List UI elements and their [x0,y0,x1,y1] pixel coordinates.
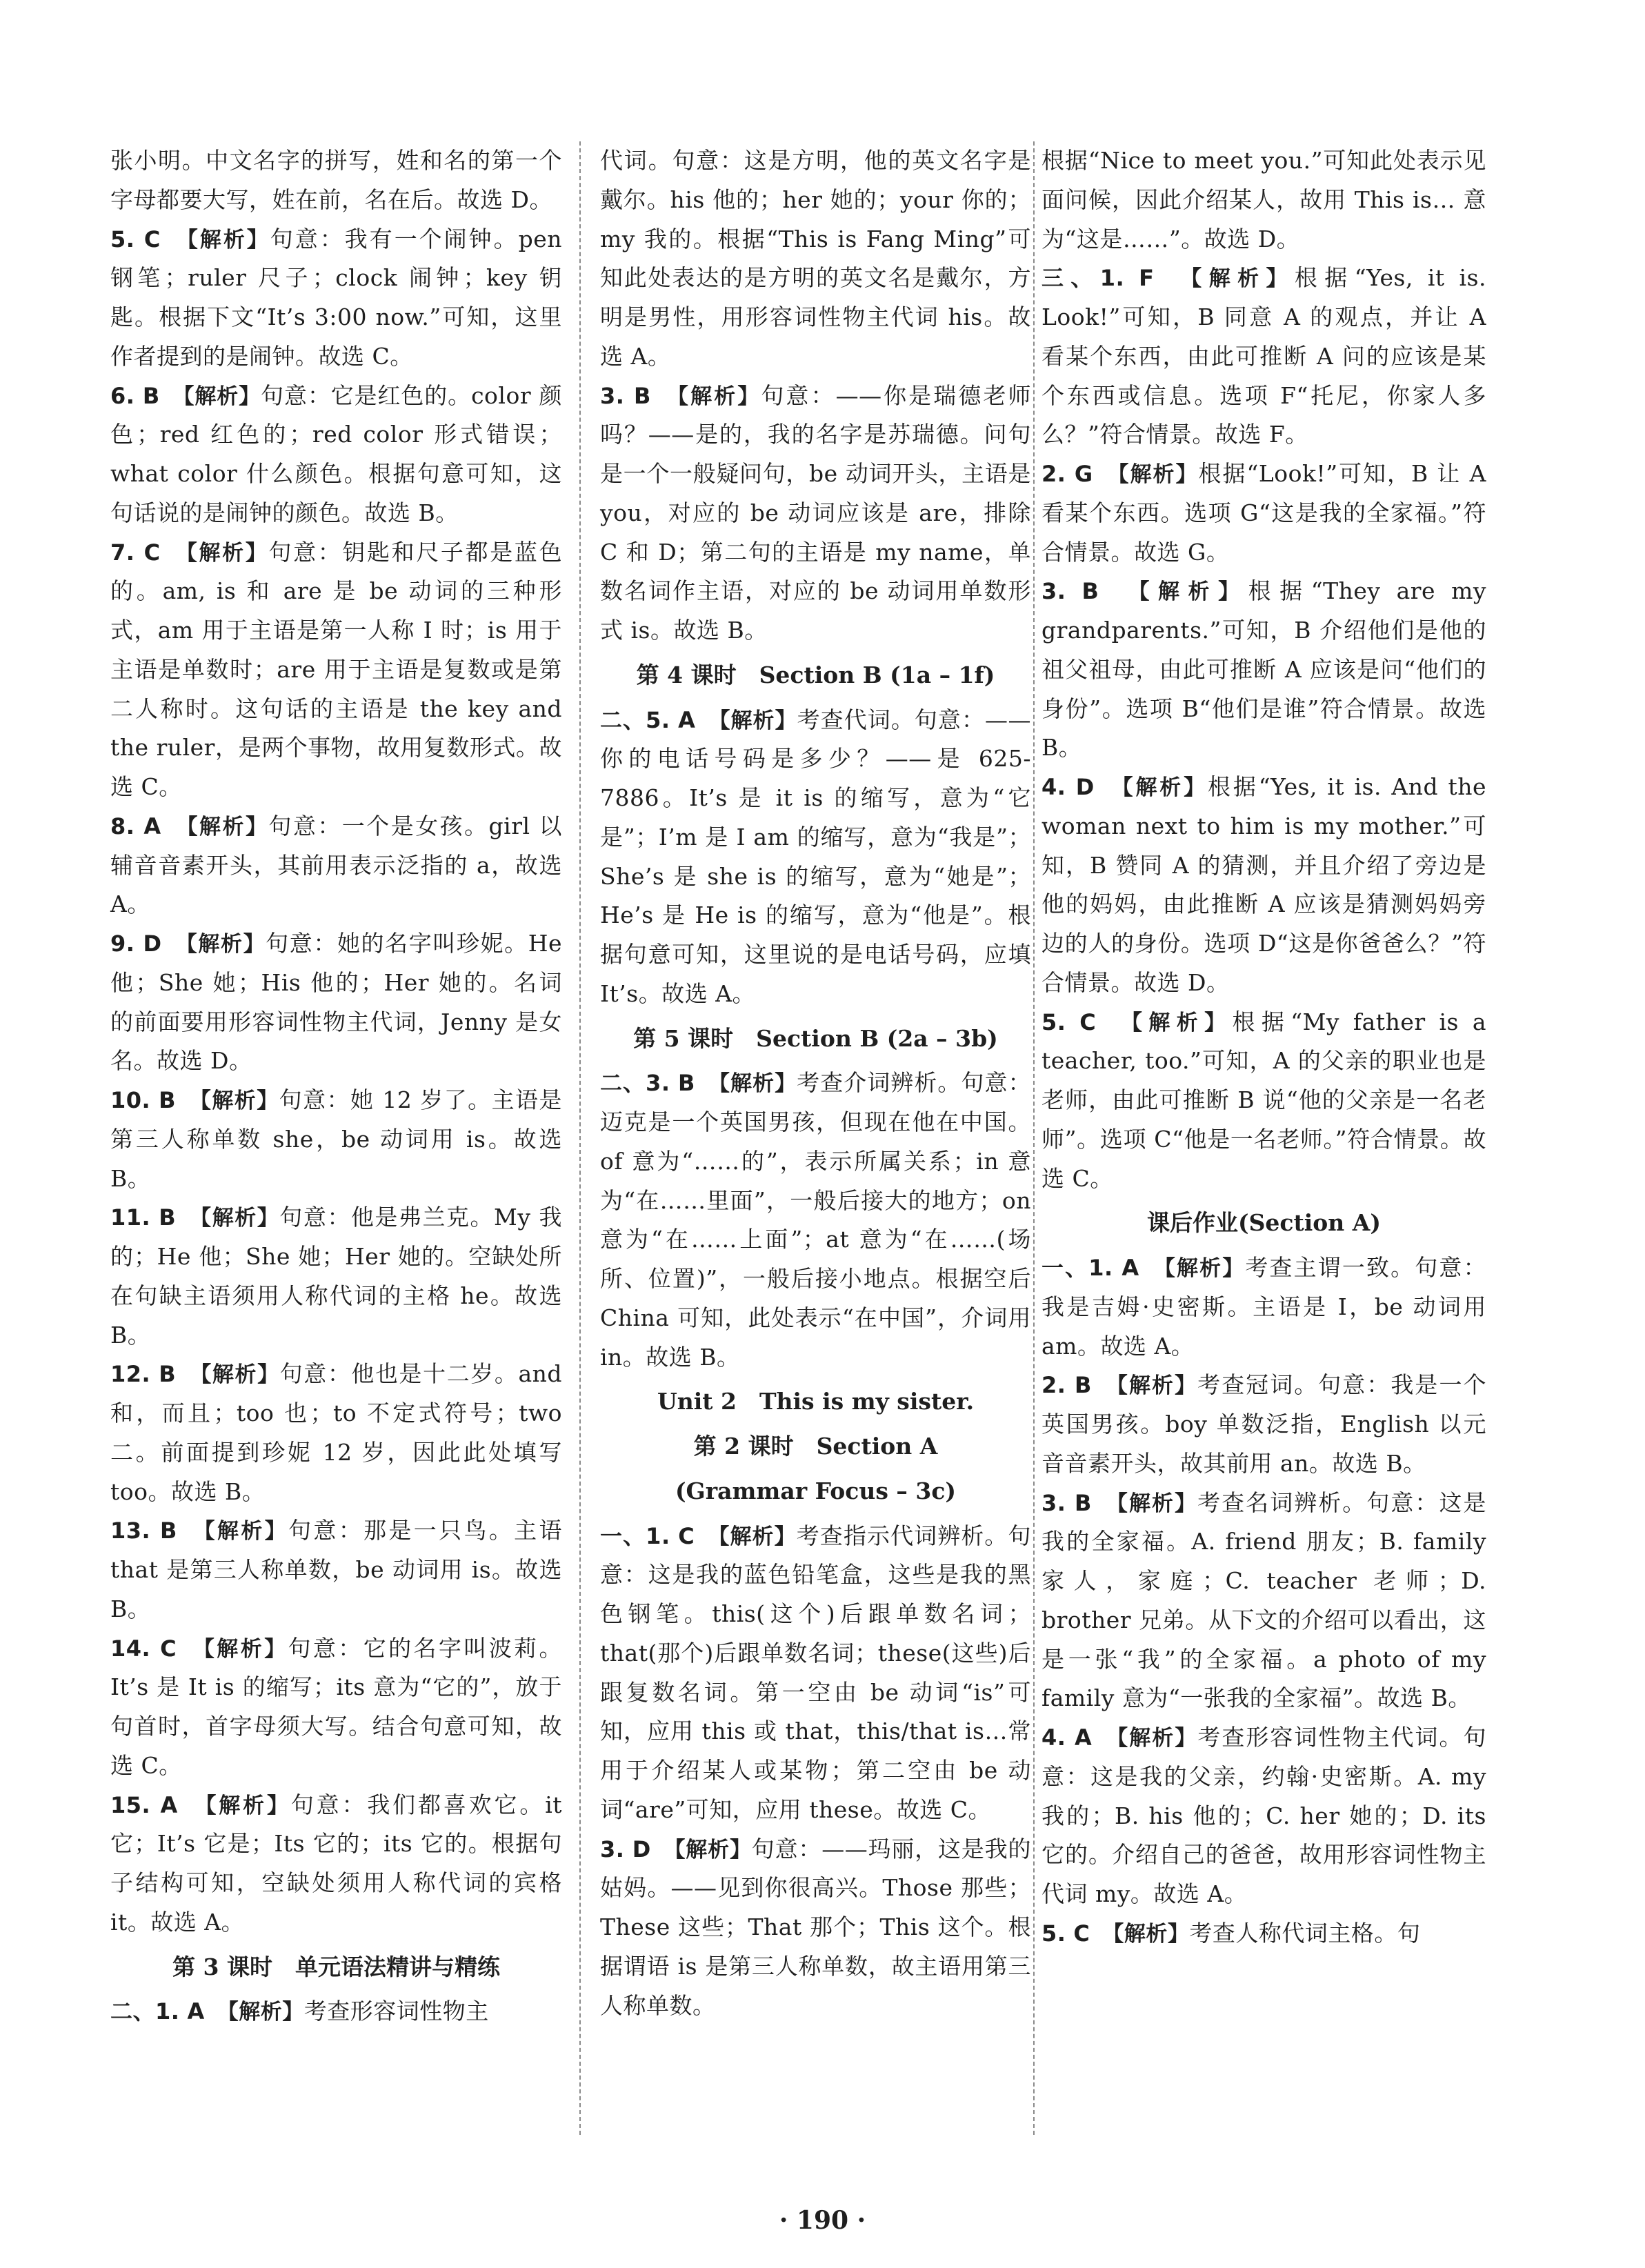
answer-entry-continued [600,141,1031,377]
analysis-tag: 【解析】 [186,540,269,566]
explanation-text: 考查介词辨析。句意：迈克是一个英国男孩，但现在他在中国。of 意为“……的”，表示所属关系；in 意为“在……里面”，一般后接大的地方；on 意为“在……上面”；at 意为“在……(场所、位置)”，一般后接小地点。根据空后 China 可知，此处表示“在中国”，介词用 in。故选 B。 [600,1069,1031,1371]
column-divider-right [1033,141,1035,2135]
answer-entry [110,924,562,1081]
question-number: 9. [110,931,135,957]
answer-letter: C [143,539,161,566]
answer-letter: A [160,1791,178,1818]
page-number: · 190 · [779,2206,866,2235]
analysis-tag: 【解析】 [186,932,266,957]
explanation-text: 张小明。中文名字的拼写，姓和名的第一个字母都要大写，姓在前，名在后。故选 D。 [110,147,562,213]
analysis-tag: 【解析】 [1113,1921,1190,1947]
analysis-tag: 【解析】 [1138,579,1248,605]
answer-letter: A [187,1998,205,2025]
answer-letter: C [143,226,161,252]
analysis-tag: 【解析】 [203,1636,288,1662]
analysis-tag: 【解析】 [200,1206,280,1231]
explanation-text: 句意：我们都喜欢它。it 它；It’s 它是；Its 它的；its 它的。根据句子结构可知，空缺处须用人称代词的宾格 it。故选 A。 [110,1791,563,1936]
answer-letter: D [632,1836,651,1862]
answer-letter: D [1075,774,1095,800]
explanation-text: 考查指示代词辨析。句意：这是我的蓝色铅笔盒，这些是我的黑色钢笔。this(这个)后跟单数名词；that(那个)后跟单数名词；these(这些)后跟复数名词。第一空由 be 动词“is”可知，应用 this 或 that，this/that is…常用于介绍某人或某物；第二空由 be 动词“are”可知，应用 these。故选 C。 [600,1522,1032,1823]
answer-letter: B [1081,578,1099,605]
explanation-text: 句意：——你是瑞德老师吗？——是的，我的名字是苏瑞德。问句是一个一般疑问句，be 动词开头，主语是 you，对应的 be 动词应该是 are，排除 C 和 D；第二句的主语是 my name，单数名词作主语，对应的 be 动词用单数形式 is。故选 B。 [600,381,1032,644]
analysis-tag: 【解析】 [674,1837,752,1862]
section-heading: 第 2 课时 Section A [693,1433,938,1460]
analysis-tag: 【解析】 [1118,462,1199,487]
answer-entry [600,1517,1031,1830]
answer-letter: C [1079,1008,1097,1035]
analysis-tag: 【解析】 [187,814,269,839]
explanation-text: 句意：钥匙和尺子都是蓝色的。am, is 和 are 是 be 动词的三种形式，am 用于主语是第一人称 I 时；is 用于主语是单数时；are 用于主语是复数或是第二人称时。这句话的主语是 the key and the ruler，是两个事物，故用复数形式。故选 C。 [110,538,563,800]
analysis-tag: 【解析】 [200,1088,279,1113]
analysis-tag: 【解析】 [1117,1373,1198,1399]
analysis-tag: 【解析】 [1190,266,1295,292]
question-number: 4. [1041,774,1066,800]
answer-entry [1041,259,1486,455]
answer-entry-continued [1041,141,1486,259]
answer-entry [110,1992,562,2031]
analysis-tag: 【解析】 [1117,1726,1198,1751]
question-number: 5. [110,226,135,252]
analysis-tag: 【解析】 [187,227,270,252]
explanation-text: 根据“Nice to meet you.”可知此处表示见面问候，因此介绍某人，故用 This is… 意为“这是……”。故选 D。 [1041,147,1486,252]
answer-entry [110,807,562,924]
answer-letter: B [1074,1372,1092,1399]
explanation-text: 句意：她 12 岁了。主语是第三人称单数 she，be 动词用 is。故选 B。 [110,1086,562,1192]
answer-letter: B [678,1070,695,1097]
analysis-tag: 【解析】 [1131,1010,1233,1035]
question-number: 二、1. [110,1998,180,2025]
question-number: 3. [1041,578,1066,605]
answer-letter: B [142,382,160,409]
explanation-text: 句意：那是一只鸟。主语 that 是第三人称单数，be 动词用 is。故选 B。 [110,1517,563,1622]
explanation-text: 句意：——玛丽，这是我的姑妈。——见到你很高兴。Those 那些；These 这些；That 那个；This 这个。根据谓语 is 是第三人称单数，故主语用第三人称单数。 [600,1835,1032,2019]
explanation-text: 根据“Yes, it is. And the woman next to him is my mother.”可知，B 赞同 A 的猜测，并且介绍了旁边是他的妈妈，由此推断 A 应该是猜测妈妈旁边的人的身份。选项 D“这是你爸爸么？”符合情景。故选 D。 [1041,773,1486,996]
answer-letter: D [143,931,162,957]
question-number: 3. [1041,1489,1066,1516]
explanation-text: 根据“My father is a teacher, too.”可知，A 的父亲的职业也是老师，由此可推断 B 说“他的父亲是一名老师”。选项 C“他是一名老师。”符合情景。故选 C。 [1041,1008,1487,1192]
question-number: 3. [600,382,625,409]
answer-letter: C [160,1635,177,1662]
question-number: 一、1. [600,1522,670,1549]
explanation-text: 考查冠词。句意：我是一个英国男孩。boy 单数泛指，English 以元音音素开头，故其前用 an。故选 B。 [1041,1371,1486,1477]
answer-entry [110,377,562,533]
analysis-tag: 【解析】 [200,1362,280,1388]
analysis-tag: 【解析】 [1122,775,1208,800]
explanation-text: 考查形容词性物主 [303,1998,489,2025]
answer-entry [1041,768,1486,1003]
answer-letter: B [160,1518,177,1544]
analysis-tag: 【解析】 [677,384,761,409]
question-number: 6. [110,382,135,409]
answer-entry [110,1198,562,1355]
answer-letter: B [1074,1489,1092,1516]
explanation-text: 句意：它的名字叫波莉。It’s 是 It is 的缩写；its 意为“它的”，放于句首时，首字母须大写。结合句意可知，故选 C。 [110,1634,563,1779]
answer-entry [1041,1914,1486,1953]
explanation-text: 考查名词辨析。句意：这是我的全家福。A. friend 朋友；B. family 家人，家庭；C. teacher 老师；D. brother 兄弟。从下文的介绍可以看出，这是一张“我”的全家福。a photo of my family 意为“一张我的全家福”。故选 B。 [1041,1489,1486,1712]
explanation-text: 根据“Look!”可知，B 让 A 看某个东西。选项 G“这是我的全家福。”符合情景。故选 G。 [1041,460,1486,566]
answer-letter: A [1121,1255,1139,1281]
answer-entry [1041,455,1486,572]
answer-letter: B [159,1087,177,1113]
explanation-text: 考查主谓一致。句意：我是吉姆·史密斯。主语是 I，be 动词用 am。故选 A。 [1041,1254,1487,1360]
question-number: 一、1. [1041,1255,1113,1281]
question-number: 13. [110,1518,151,1544]
answer-entry [110,1786,562,1942]
section-heading: 第 4 课时 Section B (1a – 1f) [636,661,995,688]
answer-entry [600,701,1031,1014]
explanation-text: 代词。句意：这是方明，他的英文名字是戴尔。his 他的；her 她的；your 你的；my 我的。根据“This is Fang Ming”可知此处表达的是方明的英文名是戴尔，方明是男性，用形容词性物主代词 his。故选 A。 [600,147,1031,370]
question-number: 4. [1041,1724,1066,1751]
section-heading: 课后作业(Section A) [1146,1209,1382,1237]
analysis-tag: 【解析】 [228,2000,304,2025]
question-number: 3. [600,1836,625,1862]
question-number: 2. [1041,1372,1066,1399]
question-number: 二、3. [600,1070,670,1097]
answer-entry [110,1355,562,1511]
explanation-text: 考查代词。句意：——你的电话号码是多少？——是 625-7886。It’s 是 it is 的缩写，意为“它是”；I’m 是 I am 的缩写，意为“我是”；She’s 是 she is 的缩写，意为“她是”；He’s 是 He is 的缩写，意为“他是”。根据句意可知，这里说的是电话号码，应填 It’s。故选 A。 [600,706,1031,1007]
answer-letter: A [143,813,161,839]
section-heading: 第 5 课时 Section B (2a – 3b) [633,1024,998,1052]
analysis-tag: 【解析】 [718,1524,797,1549]
answer-letter: B [159,1361,177,1388]
section-heading: (Grammar Focus – 3c) [675,1477,957,1504]
column-divider-left [579,141,581,2135]
answer-letter: G [1074,461,1093,487]
answer-entry-continued [110,141,562,220]
question-number: 14. [110,1635,151,1662]
answer-entry [110,533,562,807]
answer-entry [110,1081,562,1198]
question-number: 15. [110,1791,151,1818]
answer-letter: A [678,706,696,733]
answer-entry [1041,1003,1486,1199]
explanation-text: 考查人称代词主格。句 [1189,1919,1421,1947]
analysis-tag: 【解析】 [719,708,797,733]
question-number: 2. [1041,461,1066,487]
explanation-text: 句意：他也是十二岁。and 和，而且；too 也；to 不定式符号；two 二。前面提到珍妮 12 岁，因此此处填写 too。故选 B。 [110,1360,563,1505]
explanation-text: 句意：他是弗兰克。My 我的；He 他；She 她；Her 她的。空缺处所在句缺主语须用人称代词的主格 he。故选 B。 [110,1204,563,1349]
analysis-tag: 【解析】 [204,1519,289,1544]
answer-entry [110,220,562,377]
answer-entry [1041,1366,1486,1483]
analysis-tag: 【解析】 [1164,1256,1246,1281]
answer-entry [600,1064,1031,1377]
answer-entry [110,1511,562,1629]
analysis-tag: 【解析】 [183,384,261,409]
analysis-tag: 【解析】 [205,1793,291,1818]
question-number: 5. [1041,1920,1066,1947]
answer-entry [1041,1249,1486,1366]
explanation-text: 句意：她的名字叫珍妮。He 他；She 她；His 他的；Her 她的。名词的前面要用形容词性物主代词，Jenny 是女名。故选 D。 [110,930,563,1075]
question-number: 8. [110,813,135,839]
answer-entry [1041,572,1486,768]
answer-letter: B [159,1204,177,1231]
answer-letter: B [634,382,651,409]
answer-entry [600,1830,1031,2026]
explanation-text: 根据“They are my grandparents.”可知，B 介绍他们是他的祖父祖母，由此可推断 A 应该是问“他们的身份”。选项 B“他们是谁”符合情景。故选 B。 [1041,577,1487,762]
question-number: 11. [110,1204,151,1231]
section-heading: 第 3 课时 单元语法精讲与精练 [172,1953,500,1980]
answer-letter: F [1139,265,1155,292]
explanation-text: 句意：我有一个闹钟。pen 钢笔；ruler 尺子；clock 闹钟；key 钥匙。根据下文“It’s 3:00 now.”可知，这里作者提到的是闹钟。故选 C。 [110,225,563,370]
question-number: 12. [110,1361,151,1388]
answer-letter: C [678,1522,695,1549]
analysis-tag: 【解析】 [1117,1491,1198,1516]
answer-letter: A [1074,1724,1093,1751]
analysis-tag: 【解析】 [719,1071,797,1097]
column-middle [600,141,1031,2025]
section-heading: Unit 2 This is my sister. [657,1388,975,1415]
answer-entry [1041,1718,1486,1914]
answer-letter: C [1073,1920,1090,1947]
question-number: 5. [1041,1008,1066,1035]
explanation-text: 句意：它是红色的。color 颜色；red 红色的；red color 形式错误；what color 什么颜色。根据句意可知，这句话说的是闹钟的颜色。故选 B。 [110,381,562,526]
answer-entry [600,377,1031,650]
question-number: 三、1. [1041,265,1125,292]
column-right [1041,141,1486,1953]
explanation-text: 句意：一个是女孩。girl 以辅音音素开头，其前用表示泛指的 a，故选 A。 [110,812,562,918]
explanation-text: 根据“Yes, it is. Look!”可知，B 同意 A 的观点，并让 A 看某个东西，由此可推断 A 问的应该是某个东西或信息。选项 F“托尼，你家人多么？”符合情景。故选 F。 [1041,264,1487,448]
answer-entry [1041,1484,1486,1719]
explanation-text: 考查形容词性物主代词。句意：这是我的父亲，约翰·史密斯。A. my 我的；B. his 他的；C. her 她的；D. its 它的。介绍自己的爸爸，故用形容词性物主代词 my。故选 A。 [1041,1724,1487,1907]
column-left [110,141,562,2031]
question-number: 二、5. [600,706,670,733]
answer-entry [110,1629,562,1786]
question-number: 7. [110,539,135,566]
question-number: 10. [110,1087,151,1113]
